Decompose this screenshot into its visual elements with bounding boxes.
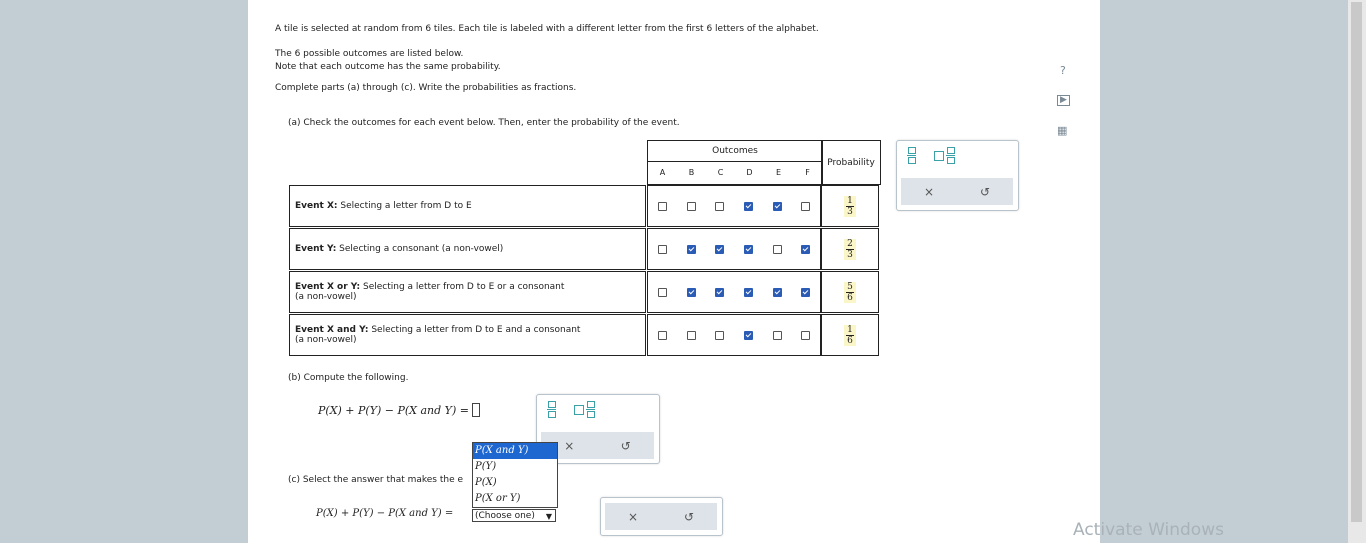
outcome-checkbox[interactable] xyxy=(801,245,810,254)
outcome-letter: A xyxy=(659,168,666,177)
event-name: Event X: xyxy=(295,201,338,211)
probability-fraction[interactable] xyxy=(844,239,856,260)
part-c-instruction: (c) Select the answer that makes the e xyxy=(288,475,464,485)
dropdown-option[interactable]: P(Y) xyxy=(475,461,497,472)
fraction-numerator: 5 xyxy=(847,281,853,292)
event-text: Selecting a letter from D to E and a consonant xyxy=(371,325,581,335)
probability-fraction[interactable] xyxy=(844,196,856,217)
event-text-cont: (a non-vowel) xyxy=(295,292,357,302)
clear-button[interactable]: × xyxy=(627,509,639,524)
event-text-cont: (a non-vowel) xyxy=(295,335,357,345)
outcome-checkbox[interactable] xyxy=(744,331,753,340)
event-description xyxy=(295,282,645,292)
outcome-checkbox[interactable] xyxy=(773,331,782,340)
probability-cell[interactable] xyxy=(821,271,879,313)
answer-select[interactable] xyxy=(472,509,556,522)
part-b-instruction: (b) Compute the following. xyxy=(288,373,409,383)
outcome-checkbox[interactable] xyxy=(715,288,724,297)
fraction-numerator: 1 xyxy=(847,324,853,335)
event-row-label xyxy=(289,314,646,356)
event-name: Event Y: xyxy=(295,244,337,254)
outcome-checkbox[interactable] xyxy=(658,245,667,254)
probability-cell[interactable] xyxy=(821,185,879,227)
part-b-equation xyxy=(318,403,480,417)
outcome-letter: D xyxy=(746,168,753,177)
outcome-checkbox[interactable] xyxy=(715,202,724,211)
dropdown-option[interactable]: P(X) xyxy=(475,477,497,488)
outcome-letter: B xyxy=(688,168,695,177)
chevron-down-icon: ▼ xyxy=(545,512,552,521)
event-text: Selecting a letter from D to E xyxy=(340,201,472,211)
probability-fraction[interactable] xyxy=(844,282,856,303)
outcome-checkbox[interactable] xyxy=(687,288,696,297)
probability-fraction[interactable] xyxy=(844,325,856,346)
event-text: Selecting a letter from D to E or a consonant xyxy=(363,282,565,292)
intro-line2: The 6 possible outcomes are listed below. xyxy=(275,49,464,59)
activate-windows-watermark: Activate Windows xyxy=(1073,520,1224,540)
outcome-checkbox[interactable] xyxy=(744,202,753,211)
scrollbar-thumb[interactable] xyxy=(1351,2,1362,522)
math-tool-panel-a xyxy=(896,140,1019,211)
part-b-answer-input[interactable] xyxy=(472,403,480,417)
tool-panel-c xyxy=(600,497,723,536)
undo-button[interactable]: ↺ xyxy=(979,184,991,199)
probability-cell[interactable] xyxy=(821,314,879,356)
clear-button[interactable]: × xyxy=(564,438,575,453)
outcome-checkbox[interactable] xyxy=(801,288,810,297)
event-row-label xyxy=(289,185,646,227)
outcome-letter: E xyxy=(775,168,782,177)
outcome-checkbox[interactable] xyxy=(773,202,782,211)
outcome-checkbox[interactable] xyxy=(773,245,782,254)
mixed-number-icon[interactable] xyxy=(934,147,955,164)
fraction-denominator: 6 xyxy=(847,335,853,346)
select-value: (Choose one) xyxy=(475,511,535,521)
outcome-checkbox[interactable] xyxy=(773,288,782,297)
clear-button[interactable]: × xyxy=(923,184,935,199)
answer-dropdown-list[interactable] xyxy=(472,442,558,508)
undo-button[interactable]: ↺ xyxy=(683,509,695,524)
outcome-checkbox[interactable] xyxy=(801,202,810,211)
outcome-checkbox[interactable] xyxy=(715,245,724,254)
mixed-number-icon[interactable] xyxy=(574,401,595,418)
calculator-icon[interactable]: ▦ xyxy=(1057,124,1068,137)
undo-button[interactable]: ↺ xyxy=(620,438,631,453)
intro-line4: Complete parts (a) through (c). Write the probabilities as fractions. xyxy=(275,83,577,93)
fraction-icon[interactable] xyxy=(547,401,556,418)
dropdown-option[interactable]: P(X or Y) xyxy=(475,493,521,504)
outcome-checkbox[interactable] xyxy=(744,288,753,297)
outcome-checkbox[interactable] xyxy=(687,245,696,254)
outcome-checkbox[interactable] xyxy=(658,331,667,340)
fraction-numerator: 1 xyxy=(847,195,853,206)
part-c-expression: P(X) + P(Y) − P(X and Y) = xyxy=(316,508,454,519)
probability-cell[interactable] xyxy=(821,228,879,270)
intro-line3: Note that each outcome has the same probability. xyxy=(275,62,501,72)
fraction-numerator: 2 xyxy=(847,238,853,249)
fraction-denominator: 6 xyxy=(847,292,853,303)
event-checkboxes xyxy=(647,314,821,356)
event-name: Event X or Y: xyxy=(295,282,361,292)
outcome-letter: F xyxy=(805,168,810,177)
part-b-expression: P(X) + P(Y) − P(X and Y) = xyxy=(318,403,469,417)
intro-line1: A tile is selected at random from 6 tiles. Each tile is labeled with a different letter from the first 6 letters of the alphabet. xyxy=(275,24,819,34)
outcome-checkbox[interactable] xyxy=(801,331,810,340)
fraction-denominator: 3 xyxy=(847,206,853,217)
event-description xyxy=(295,244,645,254)
event-checkboxes xyxy=(647,185,821,227)
outcome-checkbox[interactable] xyxy=(744,245,753,254)
fraction-icon[interactable] xyxy=(907,147,916,164)
event-description xyxy=(295,325,645,335)
help-icon[interactable]: ? xyxy=(1060,64,1066,77)
event-description xyxy=(295,201,645,211)
event-checkboxes xyxy=(647,271,821,313)
fraction-denominator: 3 xyxy=(847,249,853,260)
letters-row xyxy=(647,161,823,185)
event-row-label xyxy=(289,228,646,270)
event-checkboxes xyxy=(647,228,821,270)
outcome-letter: C xyxy=(717,168,724,177)
outcome-checkbox[interactable] xyxy=(715,331,724,340)
event-name: Event X and Y: xyxy=(295,325,369,335)
dropdown-option[interactable]: P(X and Y) xyxy=(473,443,557,459)
outcomes-header: Outcomes xyxy=(647,140,823,161)
outcome-checkbox[interactable] xyxy=(687,202,696,211)
probability-header: Probability xyxy=(821,140,881,185)
outcome-checkbox[interactable] xyxy=(658,288,667,297)
video-icon[interactable]: ▶ xyxy=(1057,95,1070,106)
event-row-label xyxy=(289,271,646,313)
outcome-checkbox[interactable] xyxy=(658,202,667,211)
outcome-checkbox[interactable] xyxy=(687,331,696,340)
event-text: Selecting a consonant (a non-vowel) xyxy=(339,244,504,254)
part-a-instruction: (a) Check the outcomes for each event below. Then, enter the probability of the event. xyxy=(288,118,680,128)
